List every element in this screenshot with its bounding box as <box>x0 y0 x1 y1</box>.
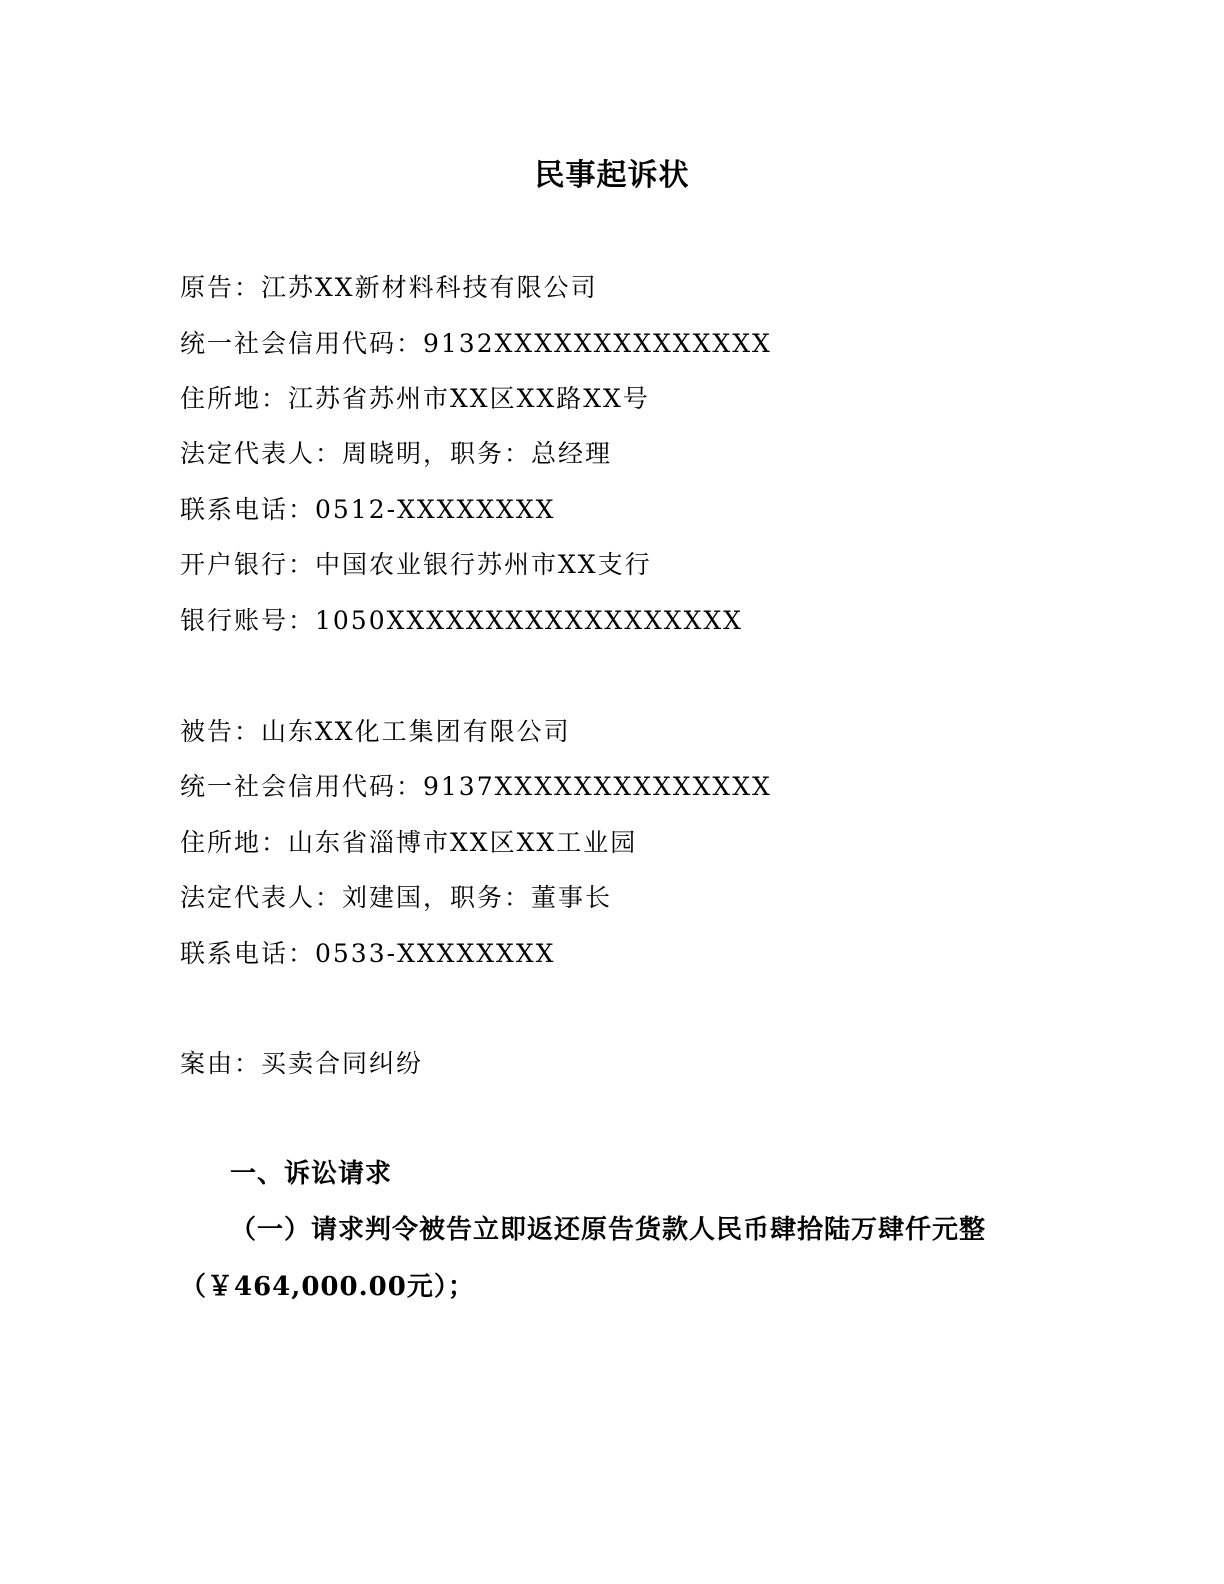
section-heading-claims: 一、诉讼请求 <box>230 1159 393 1189</box>
plaintiff-credit-code: 统一社会信用代码：9132XXXXXXXXXXXXXX <box>180 329 772 358</box>
plaintiff-bank: 开户银行：中国农业银行苏州市XX支行 <box>180 550 652 579</box>
defendant-credit-code: 统一社会信用代码：9137XXXXXXXXXXXXXX <box>180 772 772 801</box>
case-cause: 案由：买卖合同纠纷 <box>180 1049 424 1078</box>
plaintiff-name: 原告：江苏XX新材料科技有限公司 <box>180 273 598 302</box>
plaintiff-phone: 联系电话：0512-XXXXXXXX <box>180 495 556 524</box>
defendant-name: 被告：山东XX化工集团有限公司 <box>180 717 571 746</box>
defendant-address: 住所地：山东省淄博市XX区XX工业园 <box>180 828 638 857</box>
plaintiff-account: 银行账号：1050XXXXXXXXXXXXXXXXXX <box>180 606 743 635</box>
claim-item-1: （一）请求判令被告立即返还原告货款人民币肆拾陆万肆仟元整（￥464,000.00元）； <box>180 1215 987 1302</box>
defendant-legal-rep: 法定代表人：刘建国，职务：董事长 <box>180 883 613 912</box>
document-title: 民事起诉状 <box>534 158 690 193</box>
plaintiff-address: 住所地：江苏省苏州市XX区XX路XX号 <box>180 384 650 413</box>
defendant-phone: 联系电话：0533-XXXXXXXX <box>180 939 556 968</box>
plaintiff-legal-rep: 法定代表人：周晓明，职务：总经理 <box>180 439 613 468</box>
